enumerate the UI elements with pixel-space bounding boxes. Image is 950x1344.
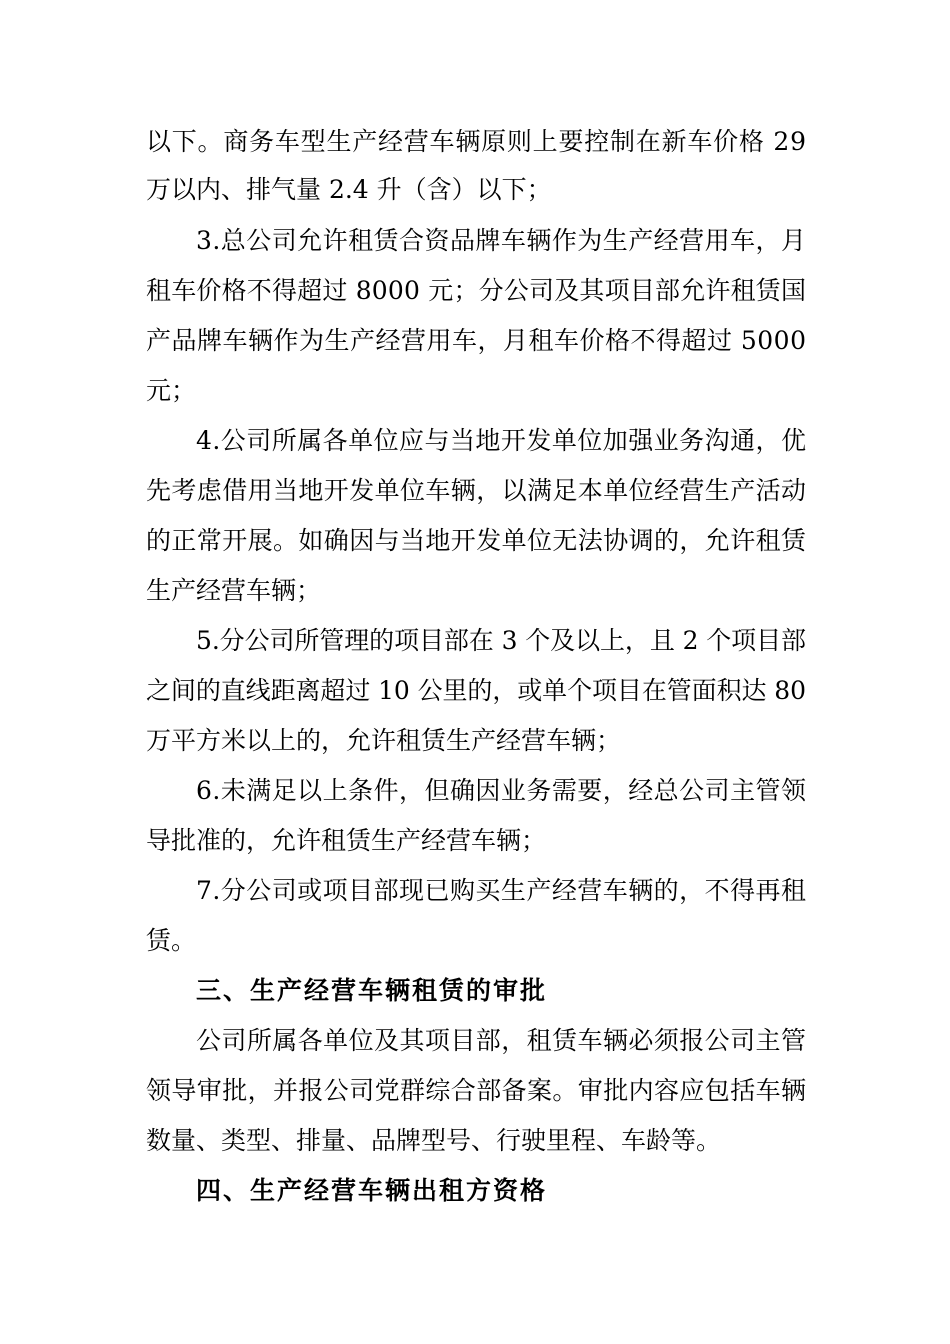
text-line: 万以内、排气量 2.4 升（含）以下； [146, 175, 552, 204]
text-line: 以下。商务车型生产经营车辆原则上要控制在新车价格 29 [146, 127, 807, 156]
text-line: 之间的直线距离超过 10 公里的，或单个项目在管面积达 80 [146, 676, 806, 705]
text-line: 生产经营车辆； [146, 576, 322, 605]
text-line: 6.未满足以上条件，但确因业务需要，经总公司主管领 [196, 776, 807, 805]
text-line: 先考虑借用当地开发单位车辆，以满足本单位经营生产活动 [146, 476, 807, 505]
text-line: 7.分公司或项目部现已购买生产经营车辆的，不得再租 [196, 876, 807, 905]
text-line: 租车价格不得超过 8000 元；分公司及其项目部允许租赁国 [146, 276, 807, 305]
text-line: 产品牌车辆作为生产经营用车，月租车价格不得超过 5000 [146, 326, 807, 355]
text-line: 导批准的，允许租赁生产经营车辆； [146, 826, 547, 855]
text-line: 5.分公司所管理的项目部在 3 个及以上，且 2 个项目部 [196, 626, 806, 655]
text-line: 数量、类型、排量、品牌型号、行驶里程、车龄等。 [146, 1126, 722, 1155]
text-line: 3.总公司允许租赁合资品牌车辆作为生产经营用车，月 [196, 226, 807, 255]
text-line: 的正常开展。如确因与当地开发单位无法协调的，允许租赁 [146, 526, 807, 555]
text-line: 万平方米以上的，允许租赁生产经营车辆； [146, 726, 622, 755]
section-heading: 四、生产经营车辆出租方资格 [196, 1176, 548, 1205]
text-line: 4.公司所属各单位应与当地开发单位加强业务沟通，优 [196, 426, 807, 455]
section-heading: 三、生产经营车辆租赁的审批 [196, 976, 548, 1005]
text-line: 赁。 [146, 926, 197, 955]
text-line: 领导审批，并报公司党群综合部备案。审批内容应包括车辆 [146, 1076, 807, 1105]
text-line: 元； [146, 376, 197, 405]
text-line: 公司所属各单位及其项目部，租赁车辆必须报公司主管 [196, 1026, 807, 1055]
